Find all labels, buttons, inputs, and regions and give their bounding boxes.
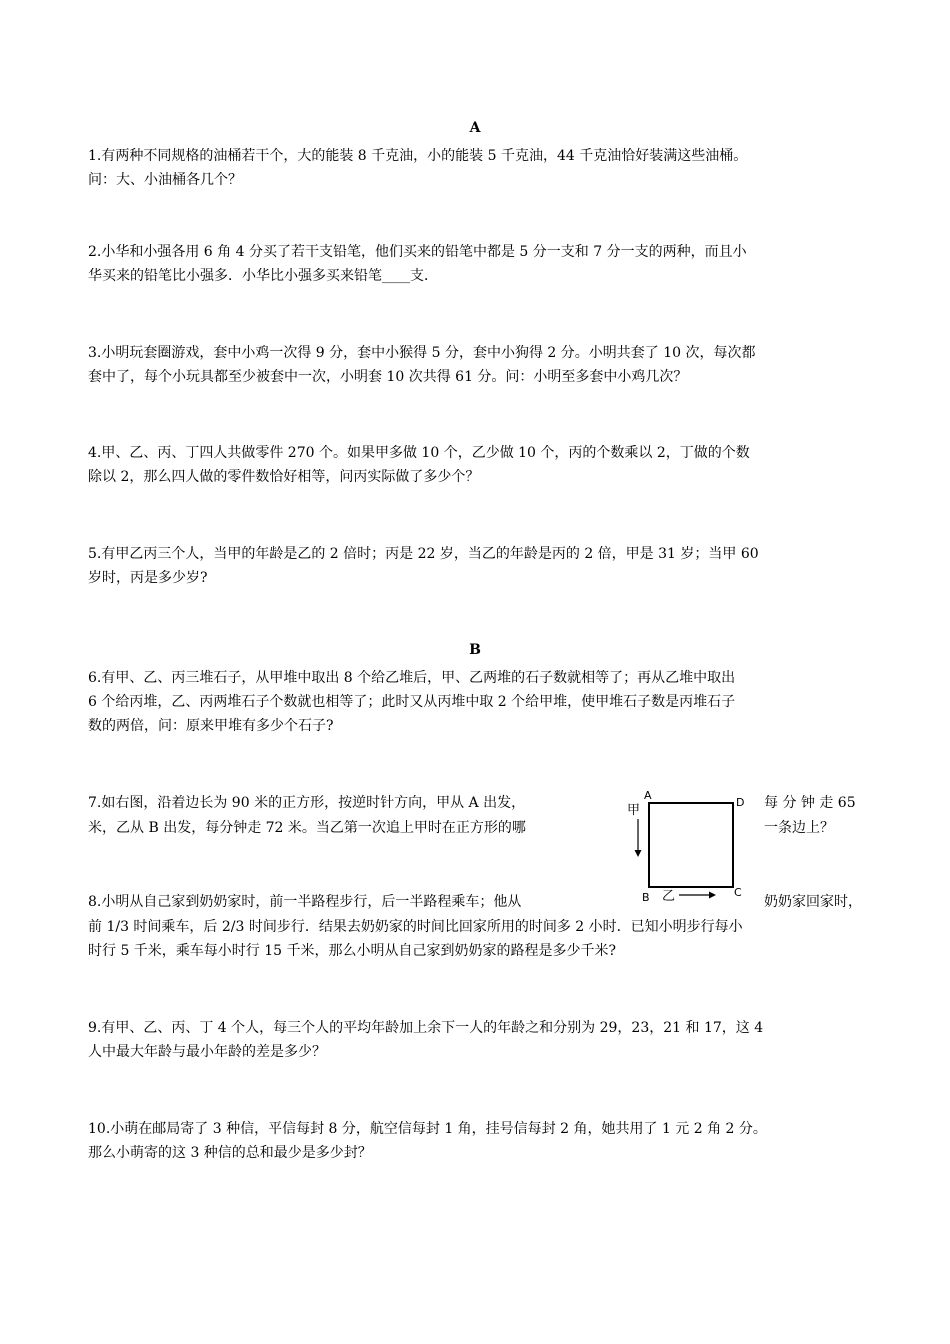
jia-label: 甲 [627,803,641,818]
corner-a-label: A [644,789,652,802]
problem-6-line-3: 数的两倍，问：原来甲堆有多少个石子? [88,718,334,734]
problem-2-line-2: 华买来的铅笔比小强多．小华比小强多买来铅笔____支． [88,268,438,284]
problem-6-line-1: 6.有甲、乙、丙三堆石子，从甲堆中取出 8 个给乙堆后，甲、乙两堆的石子数就相等了；再从乙堆中取出 [88,670,736,686]
problem-10-line-2: 那么小萌寄的这 3 种信的总和最少是多少封？ [88,1145,372,1161]
problem-3-line-1: 3.小明玩套圈游戏，套中小鸡一次得 9 分，套中小猴得 5 分，套中小狗得 2 分。小明共套了 10 次，每次都 [88,345,756,361]
problem-4-line-1: 4.甲、乙、丙、丁四人共做零件 270 个。如果甲多做 10 个，乙少做 10 个，丙的个数乘以 2，丁做的个数 [88,445,750,461]
square-diagram-svg [624,786,754,902]
square-diagram [624,786,754,902]
problem-2-line-1: 2.小华和小强各用 6 角 4 分买了若干支铅笔，他们买来的铅笔中都是 5 分一支和 7 分一支的两种，而且小 [88,244,747,260]
problem-7-line-1: 7.如右图，沿着边长为 90 米的正方形，按逆时针方向，甲从 A 出发， [88,795,526,811]
corner-b-label: B [642,891,650,902]
problem-6-line-2: 6 个给丙堆，乙、丙两堆石子个数就也相等了；此时又从丙堆中取 2 个给甲堆，使甲堆石子数是丙堆石子 [88,694,736,710]
problem-7-line-2: 米，乙从 B 出发，每分钟走 72 米。当乙第一次追上甲时在正方形的哪 [88,820,526,836]
problem-5-line-1: 5.有甲乙丙三个人，当甲的年龄是乙的 2 倍时；丙是 22 岁，当乙的年龄是丙的 2 倍，甲是 31 岁；当甲 60 [88,546,759,562]
problem-8-line-1-tail: 奶奶家回家时， [764,894,862,910]
yi-label: 乙 [662,889,676,902]
problem-1-line-1: 1.有两种不同规格的油桶若干个，大的能装 8 千克油，小的能装 5 千克油，44 千克油恰好装满这些油桶。 [88,148,748,164]
problem-5-line-2: 岁时，丙是多少岁? [88,570,208,586]
problem-7-line-2-tail: 一条边上？ [764,820,834,836]
corner-c-label: C [734,886,742,899]
problem-3-line-2: 套中了，每个小玩具都至少被套中一次，小明套 10 次共得 61 分。问：小明至多套中小鸡几次？ [88,369,688,385]
problem-9-line-1: 9.有甲、乙、丙、丁 4 个人，每三个人的平均年龄加上余下一人的年龄之和分别为 29，23，21 和 17，这 4 [88,1020,764,1036]
problem-8-line-2: 前 1/3 时间乘车，后 2/3 时间步行．结果去奶奶家的时间比回家所用的时间多 2 小时．已知小明步行每小 [88,919,743,935]
square [649,803,733,887]
problem-10-line-1: 10.小萌在邮局寄了 3 种信，平信每封 8 分，航空信每封 1 角，挂号信每封 2 角，她共用了 1 元 2 角 2 分。 [88,1121,767,1137]
jia-arrow-head [635,850,642,857]
problem-8-line-1: 8.小明从自己家到奶奶家时，前一半路程步行，后一半路程乘车；他从 [88,894,522,910]
section-b-heading: B [469,642,481,658]
section-a-heading: A [469,120,481,136]
problem-7-line-1-tail: 每 分 钟 走 65 [764,795,856,811]
corner-d-label: D [736,796,745,809]
problem-9-line-2: 人中最大年龄与最小年龄的差是多少？ [88,1044,326,1060]
yi-arrow-head [709,892,716,899]
problem-1-line-2: 问：大、小油桶各几个？ [88,172,242,188]
problem-4-line-2: 除以 2，那么四人做的零件数恰好相等，问丙实际做了多少个？ [88,469,480,485]
problem-8-line-3: 时行 5 千米，乘车每小时行 15 千米，那么小明从自己家到奶奶家的路程是多少千米? [88,943,617,959]
